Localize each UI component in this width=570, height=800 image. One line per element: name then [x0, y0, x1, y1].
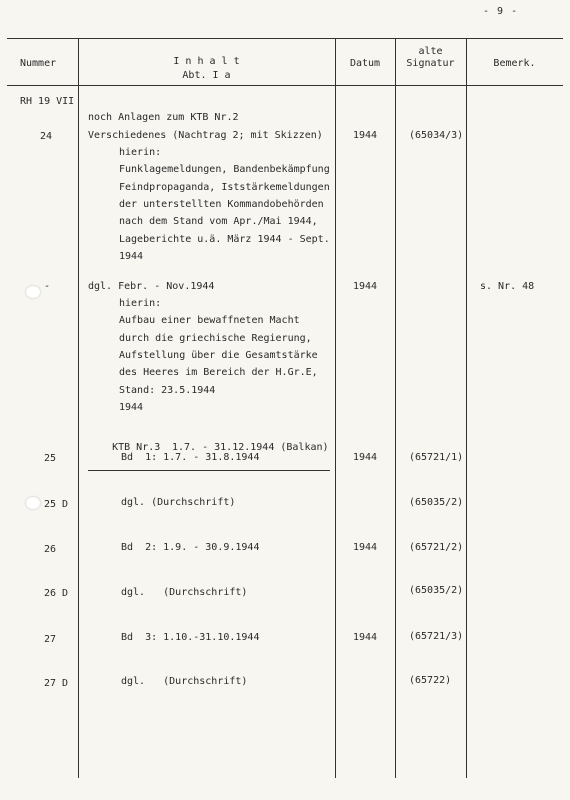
entry-detail: Aufbau einer bewaffneten Macht — [119, 315, 300, 326]
header-signatur-line1: alte — [418, 46, 443, 57]
entry-nummer: - — [44, 281, 51, 292]
volume-inhalt: Bd 1: 1.7. - 31.8.1944 — [121, 452, 260, 463]
header-signatur-line2: Signatur — [406, 58, 455, 69]
volume-signatur: (65035/2) — [409, 585, 464, 596]
page-number: - 9 - — [483, 6, 519, 17]
ktb-heading-label: KTB Nr.3 — [112, 442, 161, 453]
entry-detail: Stand: 23.5.1944 — [119, 385, 216, 396]
entry-detail: durch die griechische Regierung, — [119, 333, 312, 344]
entry-nummer: 24 — [40, 131, 53, 142]
entry-detail: Lageberichte u.ä. März 1944 - Sept. — [119, 234, 330, 245]
column-divider — [466, 38, 467, 778]
header-inhalt-title: I n h a l t — [173, 56, 240, 67]
volume-signatur: (65722) — [409, 675, 452, 686]
header-nummer: Nummer — [20, 58, 57, 69]
entry-datum: 1944 — [353, 130, 378, 141]
series-label: RH 19 VII — [20, 96, 75, 107]
volume-inhalt: Bd 2: 1.9. - 30.9.1944 — [121, 542, 260, 553]
entry-datum: 1944 — [353, 281, 378, 292]
volume-nummer: 25 D — [44, 499, 69, 510]
volume-nummer: 26 — [44, 544, 57, 555]
entry-detail: hierin: — [119, 298, 162, 309]
volume-inhalt: dgl. (Durchschrift) — [121, 676, 248, 687]
section-heading: noch Anlagen zum KTB Nr.2 — [88, 112, 239, 123]
volume-signatur: (65721/1) — [409, 452, 464, 463]
column-divider — [78, 38, 79, 778]
volume-inhalt: dgl. (Durchschrift) — [121, 587, 248, 598]
column-divider — [395, 38, 396, 778]
entry-inhalt: Verschiedenes (Nachtrag 2; mit Skizzen) — [88, 130, 323, 141]
header-inhalt-sub: Abt. I a — [182, 70, 231, 81]
entry-detail: der unterstellten Kommandobehörden — [119, 199, 324, 210]
table-top-rule — [7, 38, 563, 39]
entry-bemerk: s. Nr. 48 — [480, 281, 535, 292]
header-bemerk: Bemerk. — [493, 58, 536, 69]
header-bottom-rule — [7, 85, 563, 86]
entry-detail: 1944 — [119, 402, 144, 413]
volume-nummer: 25 — [44, 453, 57, 464]
volume-nummer: 26 D — [44, 588, 69, 599]
header-datum: Datum — [349, 58, 381, 69]
entry-detail: Funklagemeldungen, Bandenbekämpfung — [119, 164, 330, 175]
entry-detail: des Heeres im Bereich der H.Gr.E, — [119, 367, 318, 378]
entry-detail: 1944 — [119, 251, 144, 262]
volume-datum: 1944 — [353, 452, 378, 463]
volume-signatur: (65035/2) — [409, 497, 464, 508]
entry-inhalt: dgl. Febr. - Nov.1944 — [88, 281, 215, 292]
entry-detail: Feindpropaganda, Iststärkemeldungen — [119, 182, 330, 193]
volume-inhalt: Bd 3: 1.10.-31.10.1944 — [121, 632, 260, 643]
entry-detail: hierin: — [119, 147, 162, 158]
entry-signatur: (65034/3) — [409, 130, 464, 141]
volume-signatur: (65721/2) — [409, 542, 464, 553]
volume-signatur: (65721/3) — [409, 631, 464, 642]
entry-detail: Aufstellung über die Gesamtstärke — [119, 350, 318, 361]
ktb-heading-range: 1.7. - 31.12.1944 (Balkan) — [172, 442, 329, 453]
volume-datum: 1944 — [353, 632, 378, 643]
volume-datum: 1944 — [353, 542, 378, 553]
volume-nummer: 27 — [44, 634, 57, 645]
volume-inhalt: dgl. (Durchschrift) — [121, 497, 236, 508]
volume-nummer: 27 D — [44, 678, 69, 689]
punch-hole — [26, 497, 40, 509]
punch-hole — [26, 286, 40, 298]
entry-detail: nach dem Stand vom Apr./Mai 1944, — [119, 216, 318, 227]
column-divider — [335, 38, 336, 778]
